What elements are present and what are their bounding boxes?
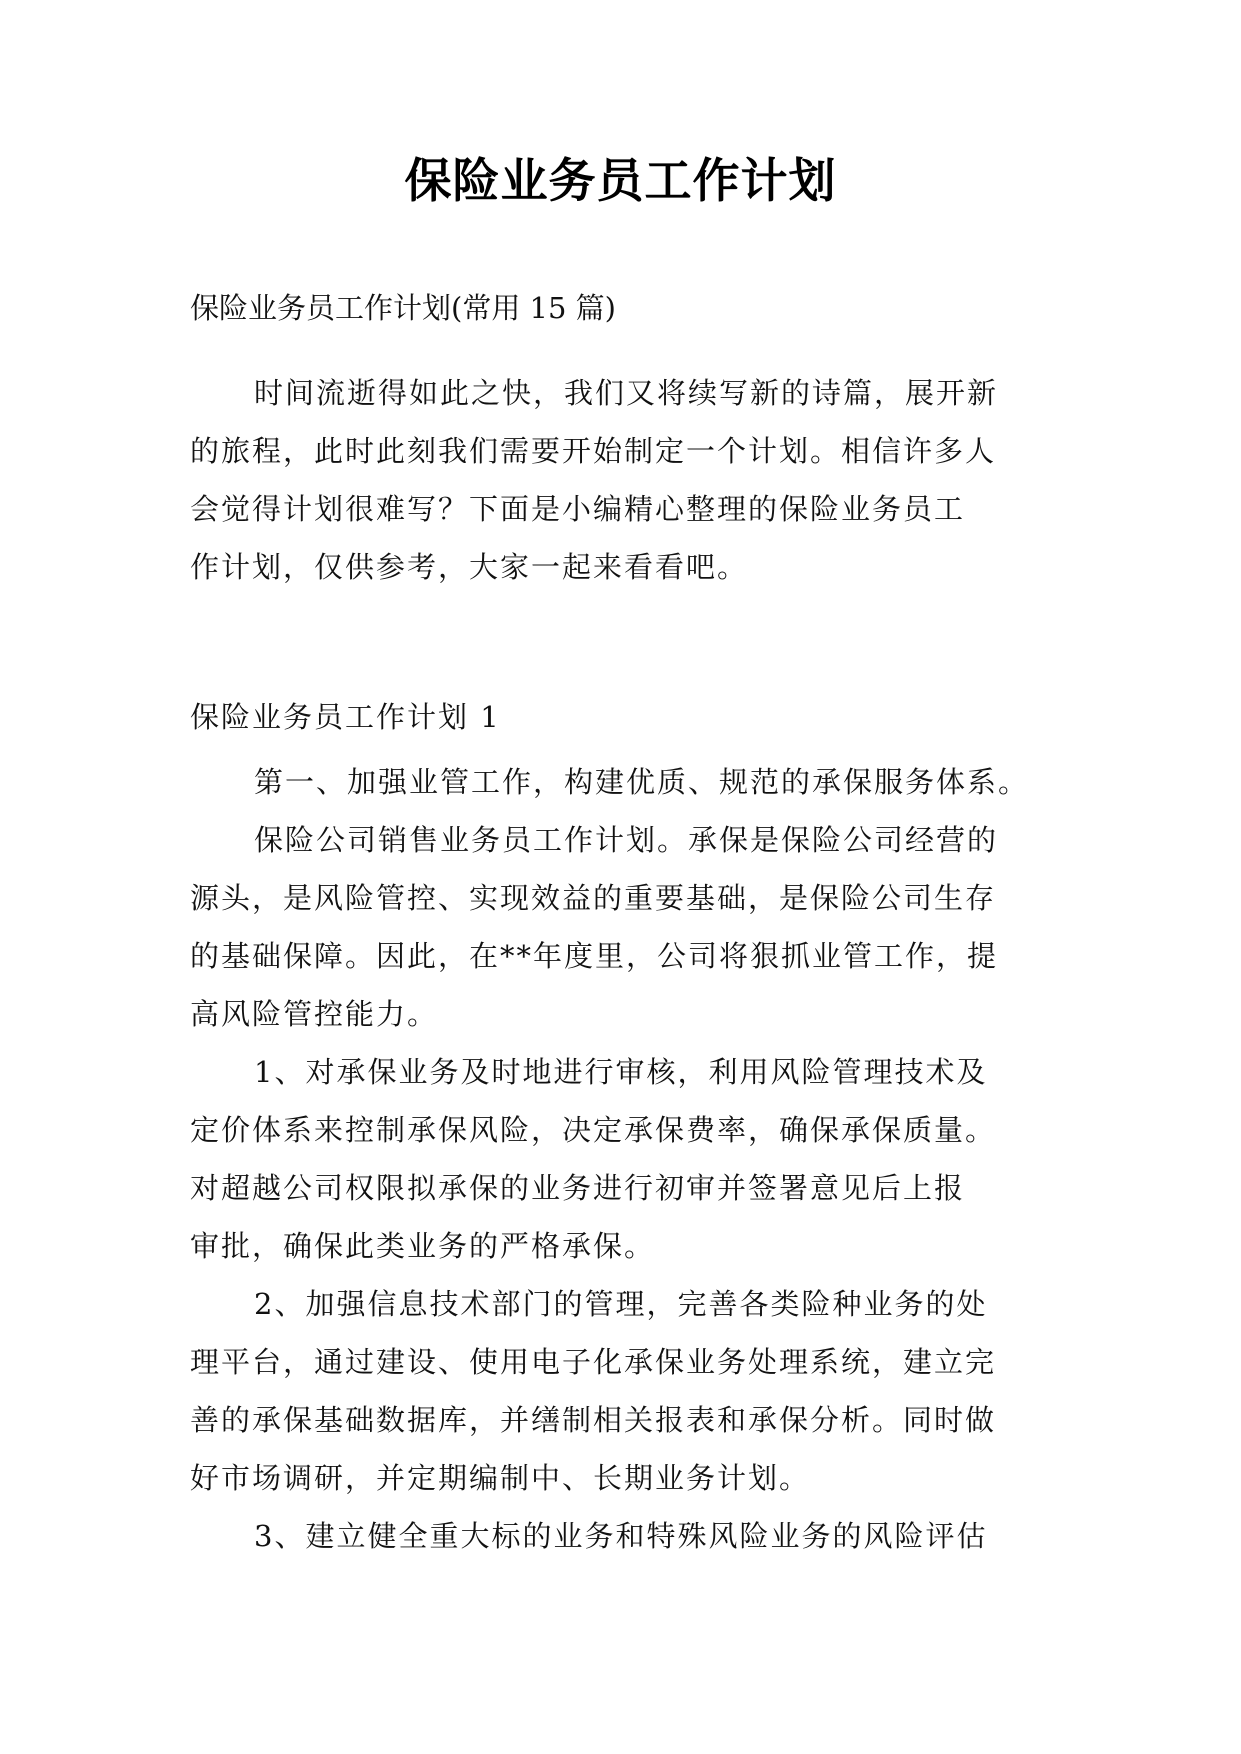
intro-line: 时间流逝得如此之快，我们又将续写新的诗篇，展开新 bbox=[254, 376, 999, 410]
section-body bbox=[190, 753, 1070, 1565]
intro-line: 的旅程，此时此刻我们需要开始制定一个计划。相信许多人 bbox=[190, 434, 997, 468]
body-line: 1、对承保业务及时地进行审核，利用风险管理技术及 bbox=[254, 1055, 988, 1089]
body-line: 3、建立健全重大标的业务和特殊风险业务的风险评估 bbox=[254, 1519, 988, 1553]
section-heading: 保险业务员工作计划 1 bbox=[190, 700, 501, 734]
body-line: 2、加强信息技术部门的管理，完善各类险种业务的处 bbox=[254, 1287, 988, 1321]
body-line: 的基础保障。因此，在**年度里，公司将狠抓业管工作，提 bbox=[190, 939, 999, 973]
body-line: 保险公司销售业务员工作计划。承保是保险公司经营的 bbox=[254, 823, 999, 857]
body-line: 审批，确保此类业务的严格承保。 bbox=[190, 1229, 656, 1263]
intro-line: 会觉得计划很难写？下面是小编精心整理的保险业务员工 bbox=[190, 492, 966, 526]
intro-line: 作计划，仅供参考，大家一起来看看吧。 bbox=[190, 550, 749, 584]
body-line: 好市场调研，并定期编制中、长期业务计划。 bbox=[190, 1461, 811, 1495]
body-line: 理平台，通过建设、使用电子化承保业务处理系统，建立完 bbox=[190, 1345, 997, 1379]
document-subtitle: 保险业务员工作计划(常用 15 篇) bbox=[190, 291, 616, 325]
body-line: 善的承保基础数据库，并缮制相关报表和承保分析。同时做 bbox=[190, 1403, 997, 1437]
body-line: 对超越公司权限拟承保的业务进行初审并签署意见后上报 bbox=[190, 1171, 966, 1205]
intro-paragraph bbox=[190, 364, 1070, 596]
body-line: 源头，是风险管控、实现效益的重要基础，是保险公司生存 bbox=[190, 881, 997, 915]
body-line: 第一、加强业管工作，构建优质、规范的承保服务体系。 bbox=[254, 765, 1030, 799]
body-line: 定价体系来控制承保风险，决定承保费率，确保承保质量。 bbox=[190, 1113, 997, 1147]
body-line: 高风险管控能力。 bbox=[190, 997, 439, 1031]
page-title: 保险业务员工作计划 bbox=[404, 154, 837, 209]
